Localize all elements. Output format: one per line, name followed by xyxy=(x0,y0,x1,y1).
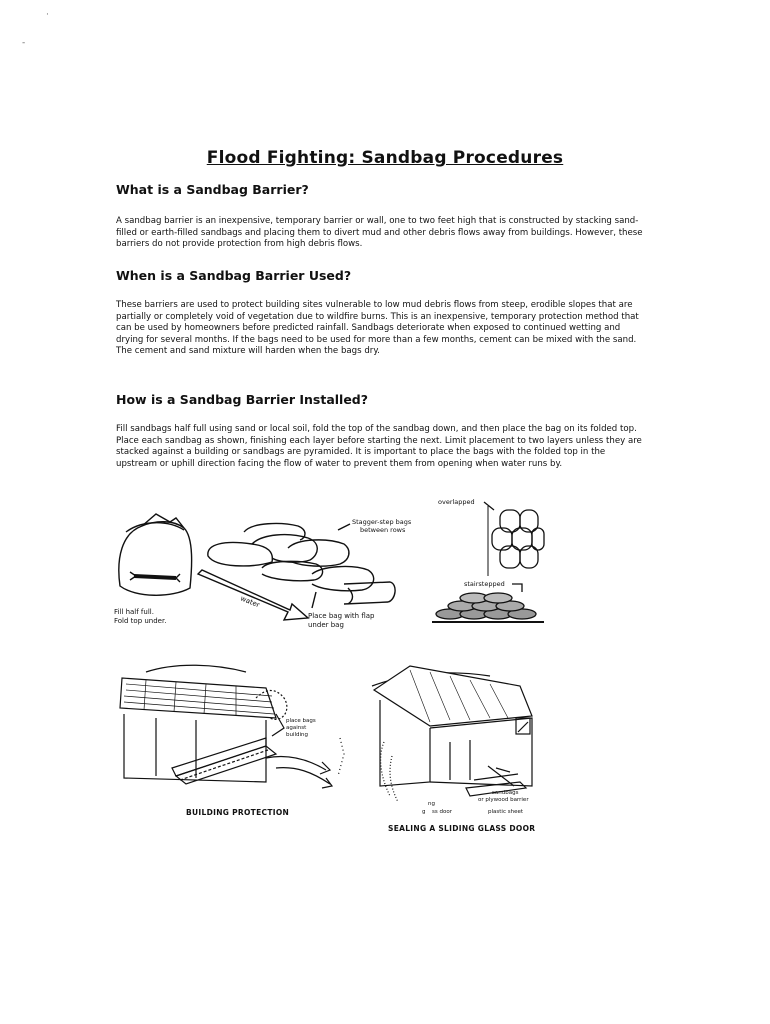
plastic-sheet-label: plastic sheet xyxy=(488,809,523,815)
fill-label-1: Fill half full. xyxy=(114,608,154,616)
scan-speck: · xyxy=(46,10,49,20)
place-bags-label-2: against xyxy=(286,725,307,731)
figure-sandbag-placement xyxy=(112,508,432,638)
bags-against-building xyxy=(172,738,276,784)
section-heading-how: How is a Sandbag Barrier Installed? xyxy=(116,392,368,407)
water-label: water xyxy=(239,594,261,610)
sandbags-label: sandbags xyxy=(492,790,519,796)
section-body-how: Fill sandbags half full using sand or local soil, fold the top of the sandbag down, and then place the bag on its folded top. Place each sandbag as shown, finishing each layer before starting the next. Limit placement to two layers unless they are stacked against a building or sandbags are pyramided. It is important to place the bags with the folded top in the upstream or uphill direction facing the flow of water to prevent them from opening when water runs by. xyxy=(116,424,642,469)
caption-building-protection: BUILDING PROTECTION xyxy=(186,808,290,817)
section-body-when: These barriers are used to protect building sites vulnerable to low mud debris flows from steep, erodible slopes that are partially or completely void of vegetation due to wildfire burns. This is an inexpensive, temporary protection method that can be used by homeowners before predicted rainfall. Sandbags deteriorate when exposed to continued wetting and drying for several months. If the bags need to be used for more than a few months, cement can be mixed with the sand. The cement and sand mixture will harden when the bags dry. xyxy=(116,300,639,357)
place-bags-label-1: place bags xyxy=(286,718,316,724)
figure-bag-arrangements xyxy=(428,496,548,630)
plywood-label: or plywood barrier xyxy=(478,797,529,803)
small-label-1: ng xyxy=(428,801,435,807)
scan-speck: - xyxy=(22,38,26,48)
overlapped-bags-drawing xyxy=(488,506,544,576)
caption-sliding-door: SEALING A SLIDING GLASS DOOR xyxy=(388,824,536,833)
figure-sliding-door xyxy=(370,656,540,816)
door-label: ss door xyxy=(432,809,452,815)
overlapped-label: overlapped xyxy=(438,498,475,506)
stairstepped-bags-drawing xyxy=(432,593,544,622)
place-label-2: under bag xyxy=(308,621,344,629)
page-title: Flood Fighting: Sandbag Procedures xyxy=(206,148,564,168)
place-bags-label-3: building xyxy=(286,732,309,738)
figure-building-protection xyxy=(116,658,356,808)
section-body-what: A sandbag barrier is an inexpensive, temporary barrier or wall, one to two feet high that is constructed by stacking sand-filled or earth-filled sandbags and placing them to divert mud and other debris flows away from buildings. However, these barriers do not provide protection from high debris flows. xyxy=(116,216,643,250)
fill-label-2: Fold top under. xyxy=(114,617,167,625)
filled-sandbag-drawing xyxy=(119,522,192,596)
small-label-2: g xyxy=(422,809,426,815)
stagger-label-1: Stagger-step bags xyxy=(352,518,412,526)
section-heading-what: What is a Sandbag Barrier? xyxy=(116,182,309,197)
place-label-1: Place bag with flap xyxy=(308,612,375,620)
stagger-label-2: between rows xyxy=(360,526,406,534)
section-heading-when: When is a Sandbag Barrier Used? xyxy=(116,268,352,283)
water-flow-arrow xyxy=(198,570,308,620)
stairstepped-label: stairstepped xyxy=(464,580,505,588)
stacked-sandbags-drawing xyxy=(208,524,395,604)
